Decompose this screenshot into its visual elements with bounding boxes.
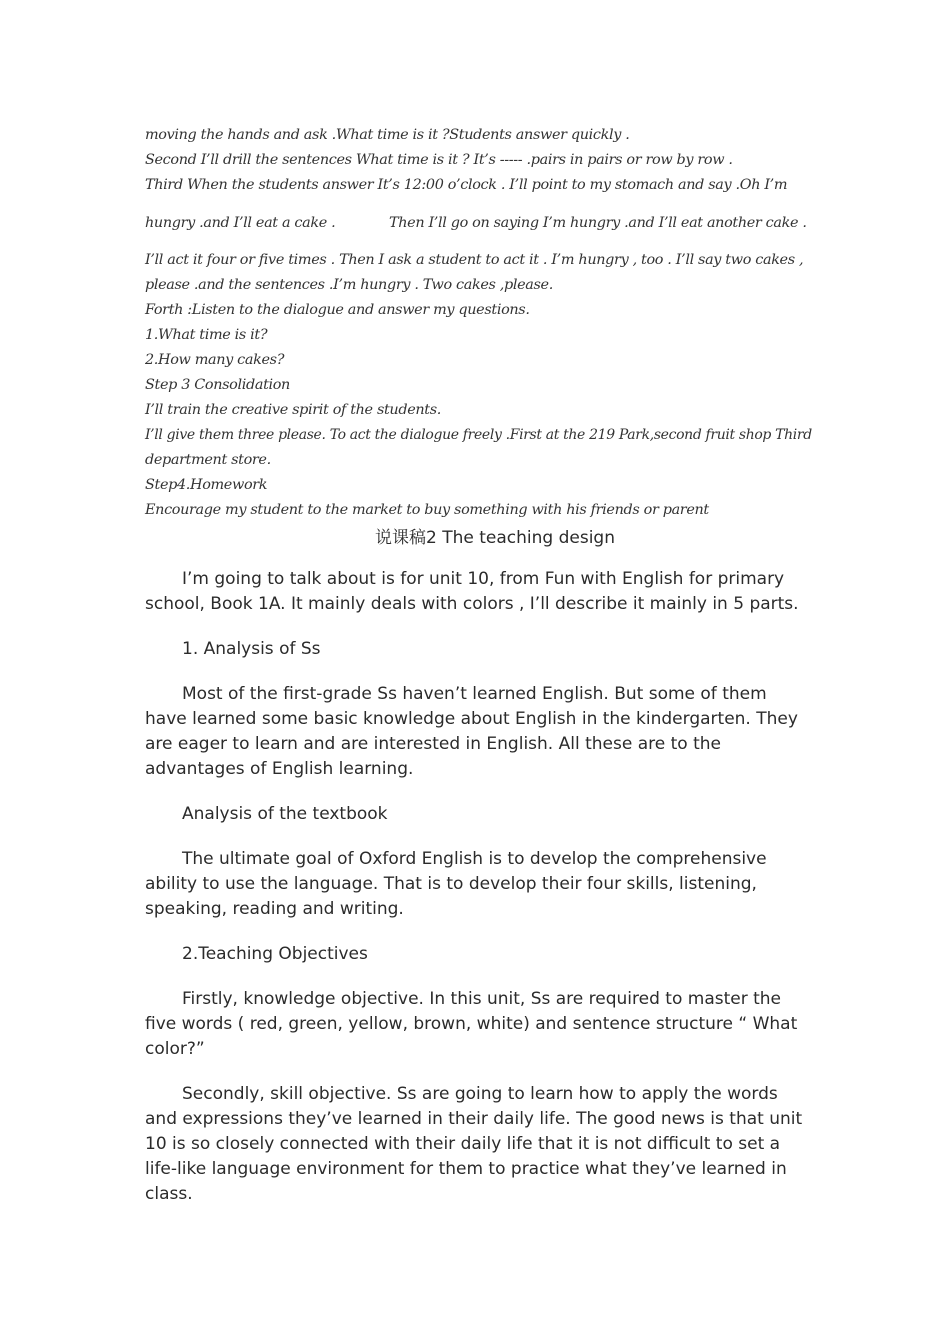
- handwritten-line: 1.What time is it?: [145, 327, 268, 343]
- paragraph-intro: I’m going to talk about is for unit 10, from Fun with English for primary school, Book 1A. It mainly deals with colors , I’ll describe it mainly in 5 parts.: [145, 569, 799, 614]
- heading-analysis-of-textbook: Analysis of the textbook: [182, 804, 388, 824]
- paragraph-textbook: The ultimate goal of Oxford English is to develop the comprehensive ability to use the language. That is to develop their four skills, listening, speaking, reading and writing.: [145, 849, 767, 919]
- handwritten-line: moving the hands and ask .What time is it ?Students answer quickly .: [145, 127, 630, 143]
- handwritten-line: I’ll act it four or five times . Then I ask a student to act it . I’m hungry , too . I’ll say two cakes ,: [145, 252, 804, 268]
- heading-teaching-objectives: 2.Teaching Objectives: [182, 944, 368, 964]
- handwritten-line: please .and the sentences .I’m hungry . Two cakes ,please.: [145, 277, 553, 293]
- handwritten-line: Step 3 Consolidation: [145, 377, 290, 393]
- handwritten-line: Forth :Listen to the dialogue and answer my questions.: [145, 302, 530, 318]
- handwritten-line: 2.How many cakes?: [145, 352, 285, 368]
- handwritten-line: department store.: [145, 452, 271, 468]
- paragraph-skill-objective: Secondly, skill objective. Ss are going to learn how to apply the words and expressions they’ve learned in their daily life. The good news is that unit 10 is so closely connected with their daily life that it is not difficult to set a life-like language environment for them to practice what they’ve learned in class.: [145, 1084, 803, 1204]
- handwritten-line: I’ll train the creative spirit of the students.: [145, 402, 441, 418]
- paragraph-knowledge-objective: Firstly, knowledge objective. In this unit, Ss are required to master the five words ( red, green, yellow, brown, white) and sentence structure “ What color?”: [145, 989, 798, 1059]
- handwritten-line: Second I’ll drill the sentences What time is it ? It’s ----- .pairs in pairs or row by row .: [145, 152, 733, 168]
- handwritten-line: Encourage my student to the market to buy something with his friends or parent: [145, 502, 709, 518]
- paragraph-analysis-of-ss: Most of the first-grade Ss haven’t learned English. But some of them have learned some basic knowledge about English in the kindergarten. They are eager to learn and are interested in English. All these are to the advantages of English learning.: [145, 684, 798, 779]
- handwritten-line: hungry .and I’ll eat a cake .: [145, 215, 336, 231]
- handwritten-line: I’ll give them three please. To act the dialogue freely .First at the 219 Park,second fruit shop Third: [145, 427, 812, 443]
- handwritten-line: Third When the students answer It’s 12:00 o’clock . I’ll point to my stomach and say .Oh I’m: [145, 177, 788, 193]
- handwritten-line: Step4.Homework: [145, 477, 268, 493]
- section-title: 说课稿2 The teaching design: [375, 528, 615, 548]
- heading-analysis-of-ss: 1. Analysis of Ss: [182, 639, 321, 659]
- handwritten-line: Then I’ll go on saying I’m hungry .and I’ll eat another cake .: [389, 215, 807, 231]
